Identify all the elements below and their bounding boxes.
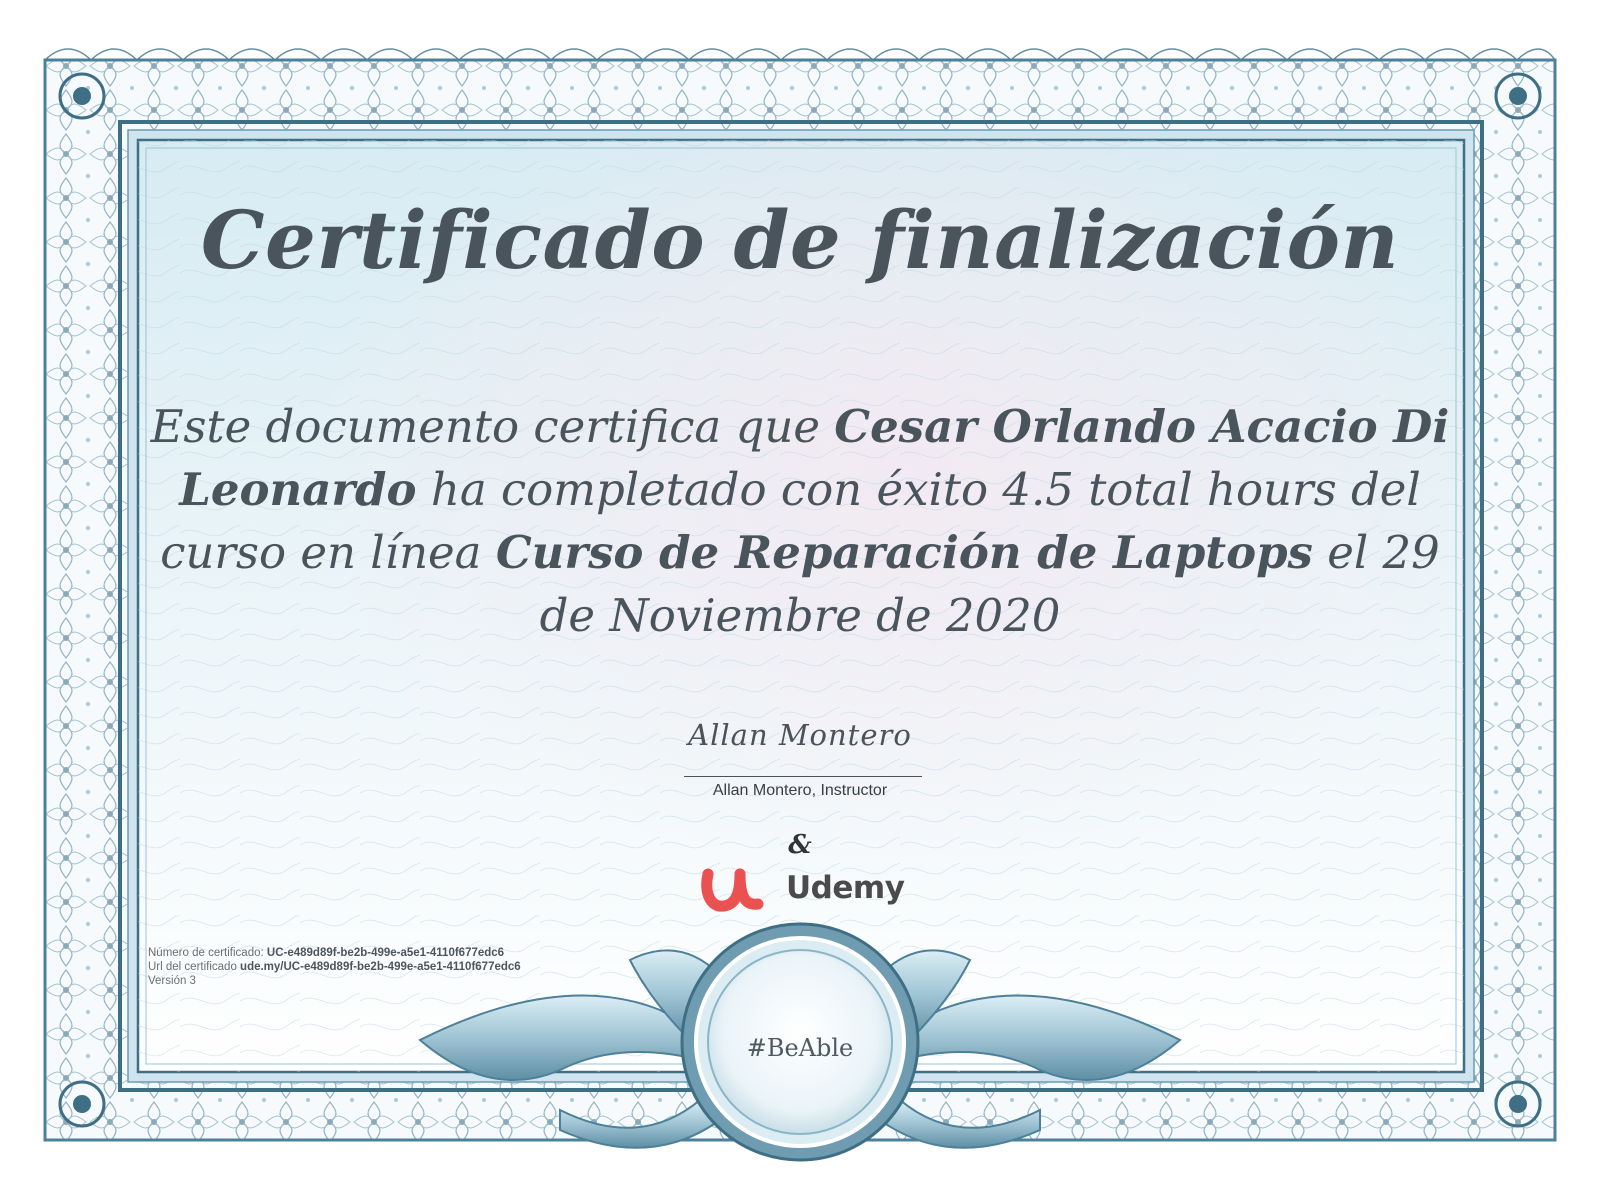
certificate-number: UC-e489d89f-be2b-499e-a5e1-4110f677edc6 (266, 947, 505, 959)
certificate-meta (148, 946, 668, 988)
udemy-u-icon (700, 864, 768, 912)
certificate-number-row (148, 946, 668, 960)
student-name: Cesar Orlando Acacio Di Leonardo (179, 400, 1450, 516)
instructor-caption: Allan Montero, Instructor (712, 782, 888, 799)
seal-text: #BeAble (746, 1034, 854, 1062)
statement-completed: ha completado con éxito 4.5 total hours del curso en línea (160, 463, 1421, 579)
ampersand: & (788, 830, 812, 860)
instructor-signature: Allan Montero (688, 718, 912, 752)
udemy-wordmark: Udemy (786, 870, 905, 906)
certificate-url[interactable]: ude.my/UC-e489d89f-be2b-499e-a5e1-4110f677edc6 (240, 961, 521, 973)
certificate-number-label: Número de certificado: (148, 947, 264, 959)
certificate-statement (150, 395, 1450, 647)
certificate-version: Versión 3 (148, 975, 196, 987)
certificate-url-label: Url del certificado (148, 961, 237, 973)
signature-line (684, 776, 922, 777)
certificate-title: Certificado de finalización (200, 193, 1400, 287)
statement-intro: Este documento certifica que (150, 400, 820, 453)
course-name: Curso de Reparación de Laptops (495, 526, 1313, 579)
completion-date: el 29 de Noviembre de 2020 (539, 526, 1440, 642)
certificate-url-row (148, 960, 668, 974)
